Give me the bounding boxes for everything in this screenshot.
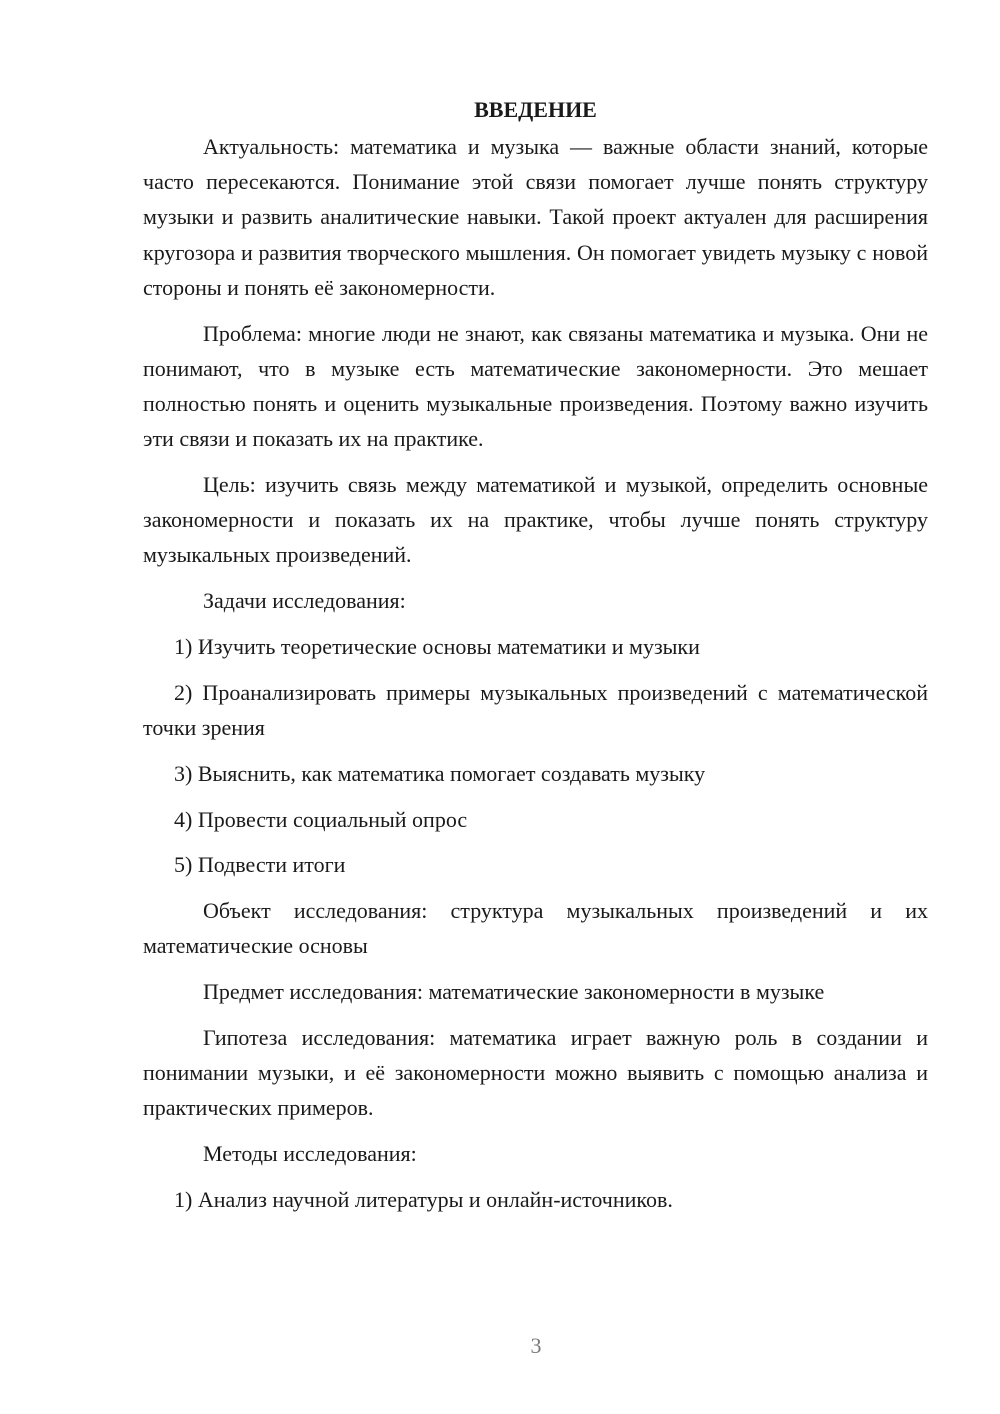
goal-paragraph: Цель: изучить связь между математикой и музыкой, определить основные закономерности и показать их на практике, чтобы лучше понять структуру музыкальных произведений. (143, 472, 928, 568)
subject-paragraph: Предмет исследования: математические закономерности в музыке (203, 979, 825, 1005)
page-number: 3 (530, 1333, 542, 1358)
task-item: 3) Выяснить, как математика помогает создавать музыку (174, 760, 706, 786)
tasks-heading: Задачи исследования: (203, 588, 406, 614)
task-item: 1) Изучить теоретические основы математики и музыки (174, 634, 700, 660)
task-item: 2) Проанализировать примеры музыкальных произведений с математической точки зрения (143, 679, 928, 741)
method-item: 1) Анализ научной литературы и онлайн-источников. (174, 1187, 673, 1212)
problem-paragraph: Проблема: многие люди не знают, как связаны математика и музыка. Они не понимают, что в музыке есть математические закономерности. Это мешает полностью понять и оценить музыкальные произведения. Поэтому важно изучить эти связи и показать их на практике. (143, 320, 928, 452)
object-paragraph: Объект исследования: структура музыкальных произведений и их математические основы (143, 898, 928, 959)
relevance-paragraph: Актуальность: математика и музыка — важные области знаний, которые часто пересекаются. Понимание этой связи помогает лучше понять структуру музыки и развить аналитические навыки. Такой проект актуален для расширения кругозора и развития творческого мышления. Он помогает увидеть музыку с новой стороны и понять её закономерности. (143, 134, 928, 300)
page-title: ВВЕДЕНИЕ (474, 97, 597, 122)
document-page (143, 92, 928, 1228)
task-item: 4) Провести социальный опрос (174, 806, 468, 832)
task-item: 5) Подвести итоги (174, 852, 346, 878)
methods-heading: Методы исследования: (203, 1141, 417, 1167)
hypothesis-paragraph: Гипотеза исследования: математика играет важную роль в создании и понимании музыки, и её закономерности можно выявить с помощью анализа и практических примеров. (143, 1025, 928, 1121)
